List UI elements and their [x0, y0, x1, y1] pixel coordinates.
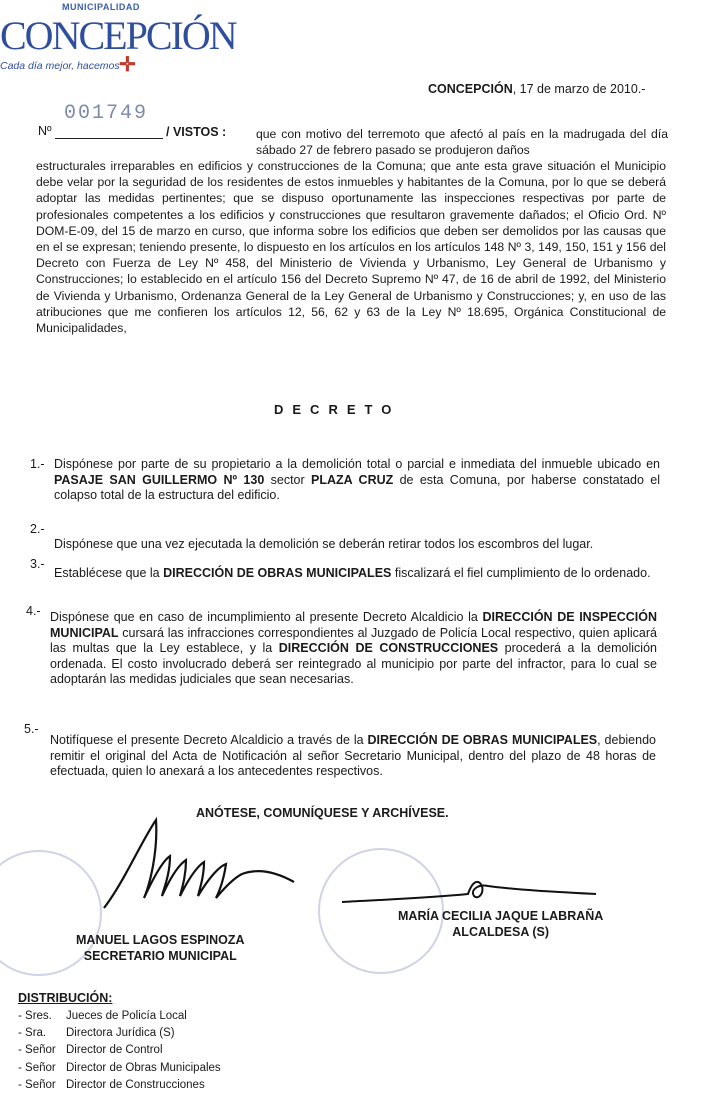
item-5-c: , debiendo remitir el original del Acta de Notificación al señor Secretario Municipal, dentro del plazo de 48 horas de efectuada, quien lo anexará a los antecedentes respectivos. — [50, 733, 656, 778]
item-1-c: sector — [264, 472, 311, 487]
item-1-e: de esta Comuna, por haberse constatado el colapso total de la estructura del edificio. — [54, 472, 660, 502]
vistos-paragraph: estructurales irreparables en edificios y construcciones de la Comuna; que ante esta grave situación el Municipio debe velar por la seguridad de los residentes de estos inmuebles y habitantes de la Comuna, por lo que se deberá adoptar las medidas pertinentes; que se dispuso oportunamente las inspecciones respectivas por parte de profesionales competentes a los edificios y construcciones que resultaron gravemente dañados; el Oficio Ord. Nº DOM-E-09, del 15 de marzo en curso, que informa sobre los edificios que deben ser demolidos por las causas que en el se expresan; teniendo presente, lo dispuesto en los artículos en los artículos 148 Nº 3, 149, 150, 151 y 156 del Decreto con Fuerza de Ley Nº 458, del Ministerio de Vivienda y Urbanismo, Ley General de Urbanismo y Construcciones; lo establecido en el artículo 156 del Decreto Supremo Nº 47, de 16 de abril de 1992, del Ministerio de Vivienda y Urbanismo, Ordenanza General de la Ley General de Urbanismo y Construcciones; y, en uso de las atribuciones que me confieren los artículos 12, 56, 62 y 63 de la Ley Nº 18.695, Orgánica Constitucional de Municipalidades, — [36, 159, 666, 336]
distribution-prefix: - Sra. — [18, 1027, 47, 1040]
item-4-construcciones: DIRECCIÓN DE CONSTRUCCIONES — [278, 641, 499, 655]
item-2-number: 2.- — [30, 522, 45, 536]
distribution-row — [18, 1060, 221, 1077]
signature-left-block — [76, 932, 245, 964]
item-1-text — [54, 457, 660, 504]
item-5-text — [50, 733, 656, 780]
signer-left-name: MANUEL LAGOS ESPINOZA — [76, 933, 245, 947]
signature-right-block — [398, 908, 603, 940]
distribution-prefix: - Sres. — [18, 1010, 52, 1022]
signer-right-name: MARÍA CECILIA JAQUE LABRAÑA — [398, 909, 604, 923]
item-3-number: 3.- — [30, 557, 45, 571]
signature-left-icon — [98, 812, 308, 924]
distribution-title: DISTRIBUCIÓN: — [18, 991, 113, 1005]
distribution-row — [18, 1008, 221, 1025]
item-4-e: procederá a la demolición ordenada. El costo involucrado deberá ser reintegrado al municipio por parte del infractor, para lo cual se adoptarán las medidas judiciales que sean necesarias. — [50, 641, 657, 686]
item-3-c: fiscalizará el fiel cumplimiento de lo ordenado. — [391, 566, 651, 580]
distribution-recipient: Directora Jurídica (S) — [66, 1027, 175, 1040]
item-3-text — [54, 566, 664, 582]
item-3-direccion: DIRECCIÓN DE OBRAS MUNICIPALES — [163, 566, 392, 580]
item-5-a: Notifíquese el presente Decreto Alcaldicio a través de la — [50, 733, 368, 747]
distribution-recipient: Director de Obras Municipales — [66, 1061, 221, 1074]
number-label: Nº — [38, 124, 52, 138]
signature-right-icon — [338, 872, 600, 912]
logo-municipalidad: MUNICIPALIDAD — [62, 2, 140, 12]
date-text: , 17 de marzo de 2010.- — [512, 82, 646, 96]
distribution-prefix: - Señor — [18, 1078, 56, 1091]
distribution-row — [18, 1042, 221, 1059]
document-date — [428, 82, 645, 96]
item-4-a: Dispónese que en caso de incumplimiento al presente Decreto Alcaldicio la — [50, 610, 483, 624]
item-4-c: cursará las infracciones correspondientes al Juzgado de Policía Local respectivo, quien aplicará las multas que la Ley establece, y la — [50, 625, 657, 655]
distribution-row — [18, 1025, 221, 1042]
item-4-inspeccion: DIRECCIÓN DE INSPECCIÓN MUNICIPAL — [50, 610, 657, 640]
distribution-list — [18, 1008, 221, 1094]
signer-right-title: ALCALDESA (S) — [452, 925, 550, 939]
vistos-label: / VISTOS : — [166, 125, 227, 139]
item-4-text — [50, 610, 657, 688]
distribution-recipient: Jueces de Policía Local — [66, 1010, 187, 1022]
distribution-prefix: - Señor — [18, 1044, 56, 1057]
item-2-a: Dispónese que una vez ejecutada la demolición se deberán retirar todos los escombros del lugar. — [54, 537, 594, 551]
item-1-number: 1.- — [30, 457, 45, 471]
item-5-direccion: DIRECCIÓN DE OBRAS MUNICIPALES — [367, 733, 598, 747]
decreto-title: DECRETO — [274, 402, 401, 417]
item-3-a: Establécese que la — [54, 566, 164, 580]
distribution-recipient: Director de Control — [66, 1044, 163, 1057]
logo-tagline: Cada día mejor, hacemos — [0, 60, 120, 72]
distribution-recipient: Director de Construcciones — [66, 1078, 205, 1091]
logo-concepcion: CONCEPCIÓN — [0, 13, 236, 58]
logo-cross-icon: ✛ — [119, 54, 136, 76]
item-5-number: 5.- — [24, 722, 39, 736]
decree-number: 001749 — [64, 102, 149, 125]
distribution-prefix: - Señor — [18, 1061, 56, 1074]
closing-formula: ANÓTESE, COMUNÍQUESE Y ARCHÍVESE. — [196, 806, 449, 820]
signer-left-title: SECRETARIO MUNICIPAL — [83, 949, 237, 963]
item-1-a: Dispónese por parte de su propietario a la demolición total o parcial e inmediata del inmueble ubicado en — [54, 457, 660, 471]
number-line — [55, 138, 163, 139]
item-4-number: 4.- — [26, 604, 41, 618]
item-1-sector: PLAZA CRUZ — [311, 472, 394, 487]
item-2-text — [54, 537, 664, 553]
vistos-first-paragraph: que con motivo del terremoto que afectó al país en la madrugada del día sábado 27 de febrero pasado se produjeron daños — [256, 127, 668, 157]
distribution-row — [18, 1077, 221, 1094]
date-city: CONCEPCIÓN — [428, 82, 513, 96]
item-1-address: PASAJE SAN GUILLERMO Nº 130 — [54, 472, 265, 487]
